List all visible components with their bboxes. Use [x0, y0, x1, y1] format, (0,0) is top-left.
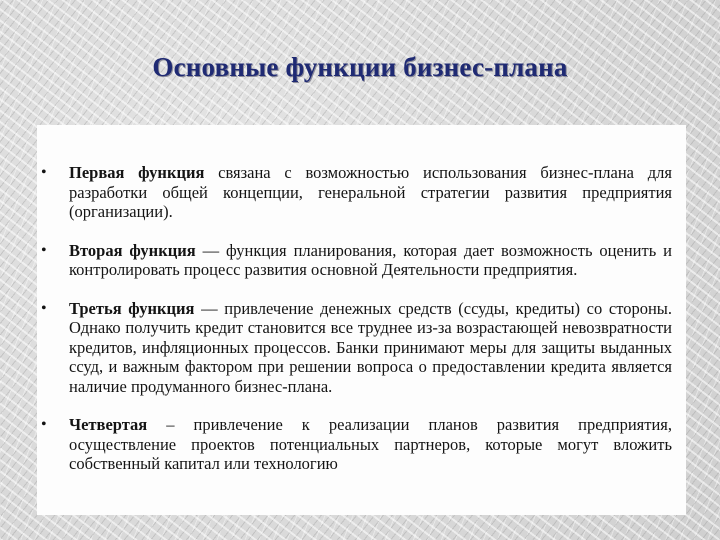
- item-text: — функция планирования, которая дает возможность оценить и контролировать процесс развития основной Деятельности предприятия.: [69, 240, 672, 279]
- bullet-icon: •: [41, 299, 47, 317]
- content-panel: [37, 125, 686, 515]
- item-lead: Четвертая: [69, 415, 148, 434]
- bullet-icon: •: [41, 241, 47, 259]
- item-lead: Первая функция: [69, 163, 205, 182]
- list-item-third-function: [37, 299, 686, 397]
- bullet-icon: •: [41, 164, 47, 181]
- item-text: связана с возможностью использования бизнес-плана для разработки общей концепции, генеральной стратегии развития предприятия (организации).: [69, 163, 672, 221]
- list-item-fourth-function: [37, 415, 686, 474]
- list-item-first-function: [37, 163, 686, 222]
- item-text: — привлечение денежных средств (ссуды, кредиты) со стороны. Однако получить кредит становится все труднее из-за возрастающей невозвратности кредитов, инфляционных процессов. Банки принимают меры для защиты выданных ссуд, и важным фактором при решении вопроса о предоставлении кредита является наличие продуманного бизнес-плана.: [69, 298, 672, 396]
- slide-title: Основные функции бизнес-плана: [152, 52, 568, 82]
- list-item-second-function: [37, 241, 686, 280]
- bullet-icon: •: [41, 416, 47, 433]
- item-lead: Третья функция: [69, 298, 195, 318]
- item-text: – привлечение к реализации планов развития предприятия, осуществление проектов потенциальных партнеров, которые могут вложить собственный капитал или технологию: [69, 415, 672, 473]
- item-lead: Вторая функция: [69, 240, 196, 260]
- functions-list: [37, 163, 686, 493]
